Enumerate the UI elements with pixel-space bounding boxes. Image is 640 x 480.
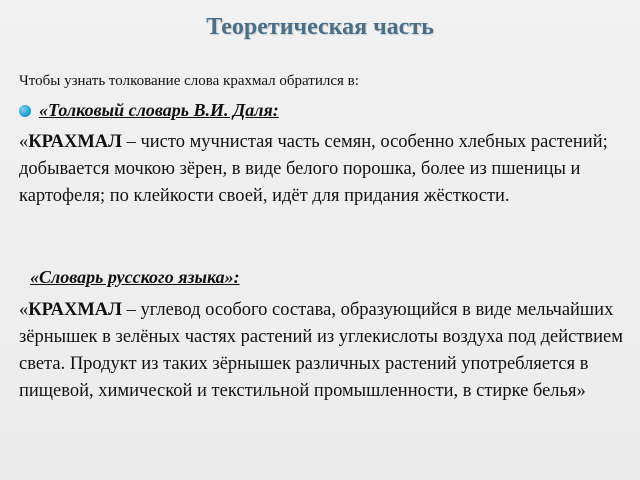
headword-2: КРАХМАЛ	[28, 300, 122, 320]
definition-1-text: – чисто мучнистая часть семян, особенно хлебных растений; добывается мочкою зёрен, в виде белого порошка, более из пшеницы и картофеля; по клейкости своей, идёт для придания жёсткости.	[19, 132, 608, 206]
open-quote-2: «	[19, 300, 29, 320]
open-quote-1: «	[19, 132, 29, 152]
definition-2	[19, 297, 625, 405]
headword-1: КРАХМАЛ	[28, 132, 122, 152]
source-2-label: «Словарь русского языка»:	[30, 267, 240, 287]
slide-title: Теоретическая часть	[206, 14, 434, 40]
definition-2-text: – углевод особого состава, образующийся в виде мельчайших зёрнышек в зелёных частях растений из углекислоты воздуха под действием света. Продукт из таких зёрнышек различных растений употребляется в пищевой, химической и текстильной промышленности, в стирке белья»	[19, 300, 623, 401]
source-1-label: «Толковый словарь В.И. Даля:	[39, 100, 279, 120]
definition-1	[19, 129, 625, 210]
round-bullet-icon	[19, 105, 31, 117]
intro-text: Чтобы узнать толкование слова крахмал обратился в:	[19, 73, 359, 89]
bullet-item	[19, 100, 279, 121]
